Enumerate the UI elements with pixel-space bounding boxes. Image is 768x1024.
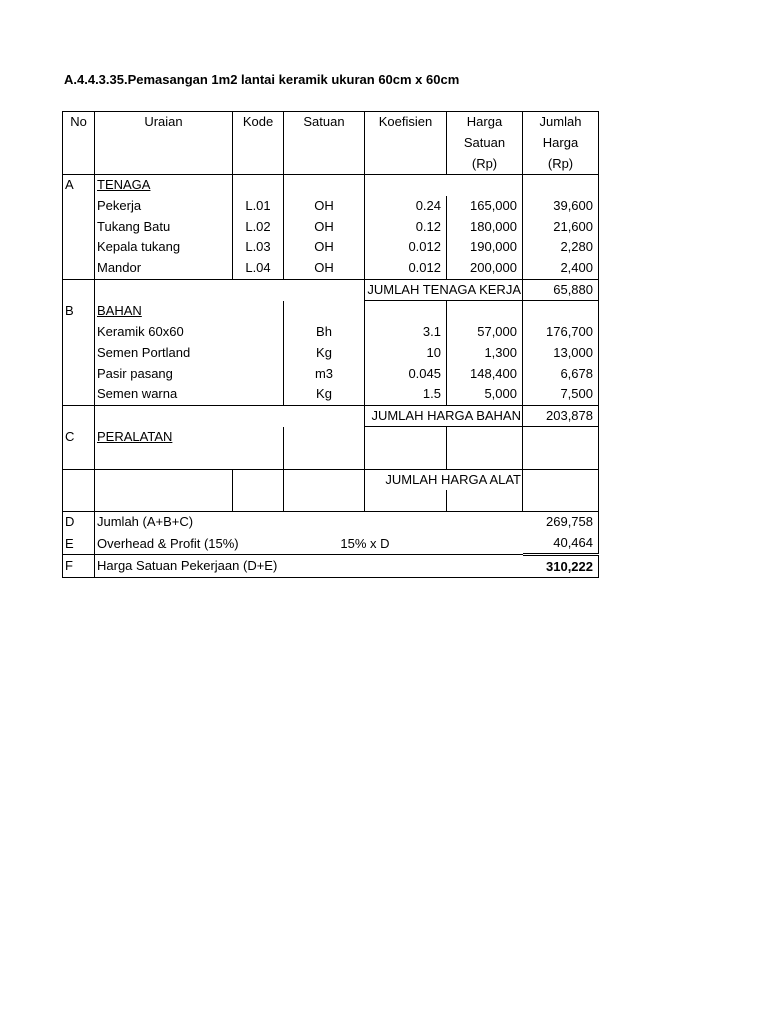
row-harga: 190,000 (447, 237, 523, 258)
row-uraian: Keramik 60x60 (97, 324, 184, 340)
row-satuan: Kg (284, 384, 365, 405)
section-title: PERALATAN (97, 429, 173, 445)
total-f-row (63, 555, 599, 578)
row-uraian: Kepala tukang (95, 237, 233, 258)
header-row (63, 112, 599, 133)
row-satuan: m3 (284, 363, 365, 384)
total-letter: E (63, 533, 95, 555)
header-jumlah-line2: Harga (523, 133, 599, 154)
row-uraian: Semen warna (97, 386, 178, 402)
sum-value: 203,878 (523, 405, 599, 427)
page-title: A.4.4.3.35.Pemasangan 1m2 lantai keramik ukuran 60cm x 60cm (64, 72, 460, 87)
section-title: TENAGA (95, 175, 233, 196)
row-satuan: OH (284, 216, 365, 237)
row-koefisien: 3.1 (365, 322, 447, 343)
spacer-row (63, 448, 599, 469)
row-jumlah: 7,500 (523, 384, 599, 405)
total-value: 269,758 (523, 512, 599, 533)
header-jumlah-unit: (Rp) (523, 153, 599, 174)
row-jumlah: 2,280 (523, 237, 599, 258)
row-koefisien: 0.12 (365, 216, 447, 237)
row-harga: 57,000 (447, 322, 523, 343)
table-row (63, 216, 599, 237)
row-koefisien: 0.012 (365, 237, 447, 258)
sum-label: JUMLAH HARGA ALAT (365, 469, 523, 490)
header-kode: Kode (233, 112, 284, 133)
header-no: No (63, 112, 95, 133)
row-harga: 165,000 (447, 196, 523, 217)
row-koefisien: 0.045 (365, 363, 447, 384)
total-label: Overhead & Profit (15%) (97, 535, 239, 551)
header-harga-unit: (Rp) (447, 153, 523, 174)
section-b-sum-row (63, 405, 599, 427)
row-koefisien: 0.24 (365, 196, 447, 217)
table-row (63, 343, 599, 364)
total-d-row (63, 512, 599, 533)
row-koefisien: 1.5 (365, 384, 447, 405)
total-label: Jumlah (A+B+C) (95, 512, 523, 533)
section-letter: B (63, 301, 95, 322)
section-c-title-row (63, 427, 599, 448)
overhead-formula: 15% x D (340, 535, 390, 551)
header-harga: Harga (447, 112, 523, 133)
header-row (63, 153, 599, 174)
header-row (63, 133, 599, 154)
section-b-title-row (63, 301, 599, 322)
row-uraian: Tukang Batu (95, 216, 233, 237)
sum-label: JUMLAH HARGA BAHAN (365, 405, 523, 427)
row-harga: 180,000 (447, 216, 523, 237)
header-koefisien: Koefisien (365, 112, 447, 133)
row-harga: 1,300 (447, 343, 523, 364)
row-satuan: OH (284, 237, 365, 258)
table-row (63, 258, 599, 279)
table-row (63, 363, 599, 384)
row-satuan: Bh (284, 322, 365, 343)
sum-value: 65,880 (523, 279, 599, 301)
table-row (63, 384, 599, 405)
spacer-row (63, 490, 599, 511)
section-c-sum-row (63, 469, 599, 490)
table-row (63, 196, 599, 217)
row-kode: L.02 (233, 216, 284, 237)
row-jumlah: 6,678 (523, 363, 599, 384)
row-harga: 148,400 (447, 363, 523, 384)
section-letter: C (63, 427, 95, 448)
header-satuan: Satuan (284, 112, 365, 133)
row-uraian: Pasir pasang (97, 365, 173, 381)
row-harga: 5,000 (447, 384, 523, 405)
row-jumlah: 21,600 (523, 216, 599, 237)
section-a-sum-row (63, 279, 599, 301)
row-uraian: Semen Portland (97, 344, 191, 360)
table-row (63, 237, 599, 258)
section-title: BAHAN (97, 303, 142, 319)
row-satuan: OH (284, 258, 365, 279)
row-uraian: Pekerja (95, 196, 233, 217)
row-satuan: OH (284, 196, 365, 217)
row-kode: L.04 (233, 258, 284, 279)
total-e-row (63, 533, 599, 555)
row-uraian: Mandor (95, 258, 233, 279)
row-jumlah: 176,700 (523, 322, 599, 343)
total-letter: F (63, 555, 95, 578)
cost-analysis-table (62, 111, 599, 578)
header-uraian: Uraian (95, 112, 233, 133)
row-satuan: Kg (284, 343, 365, 364)
row-harga: 200,000 (447, 258, 523, 279)
row-kode: L.03 (233, 237, 284, 258)
section-letter: A (63, 175, 95, 196)
row-jumlah: 39,600 (523, 196, 599, 217)
row-jumlah: 2,400 (523, 258, 599, 279)
total-letter: D (63, 512, 95, 533)
header-jumlah: Jumlah (523, 112, 599, 133)
total-value: 40,464 (523, 533, 599, 555)
section-a-title-row (63, 175, 599, 196)
row-koefisien: 0.012 (365, 258, 447, 279)
sum-value (523, 469, 599, 490)
grand-total-value: 310,222 (523, 555, 599, 578)
table-row (63, 322, 599, 343)
total-label: Harga Satuan Pekerjaan (D+E) (95, 555, 523, 578)
row-koefisien: 10 (365, 343, 447, 364)
header-harga-line2: Satuan (447, 133, 523, 154)
row-jumlah: 13,000 (523, 343, 599, 364)
row-kode: L.01 (233, 196, 284, 217)
sum-label: JUMLAH TENAGA KERJA (365, 279, 523, 301)
